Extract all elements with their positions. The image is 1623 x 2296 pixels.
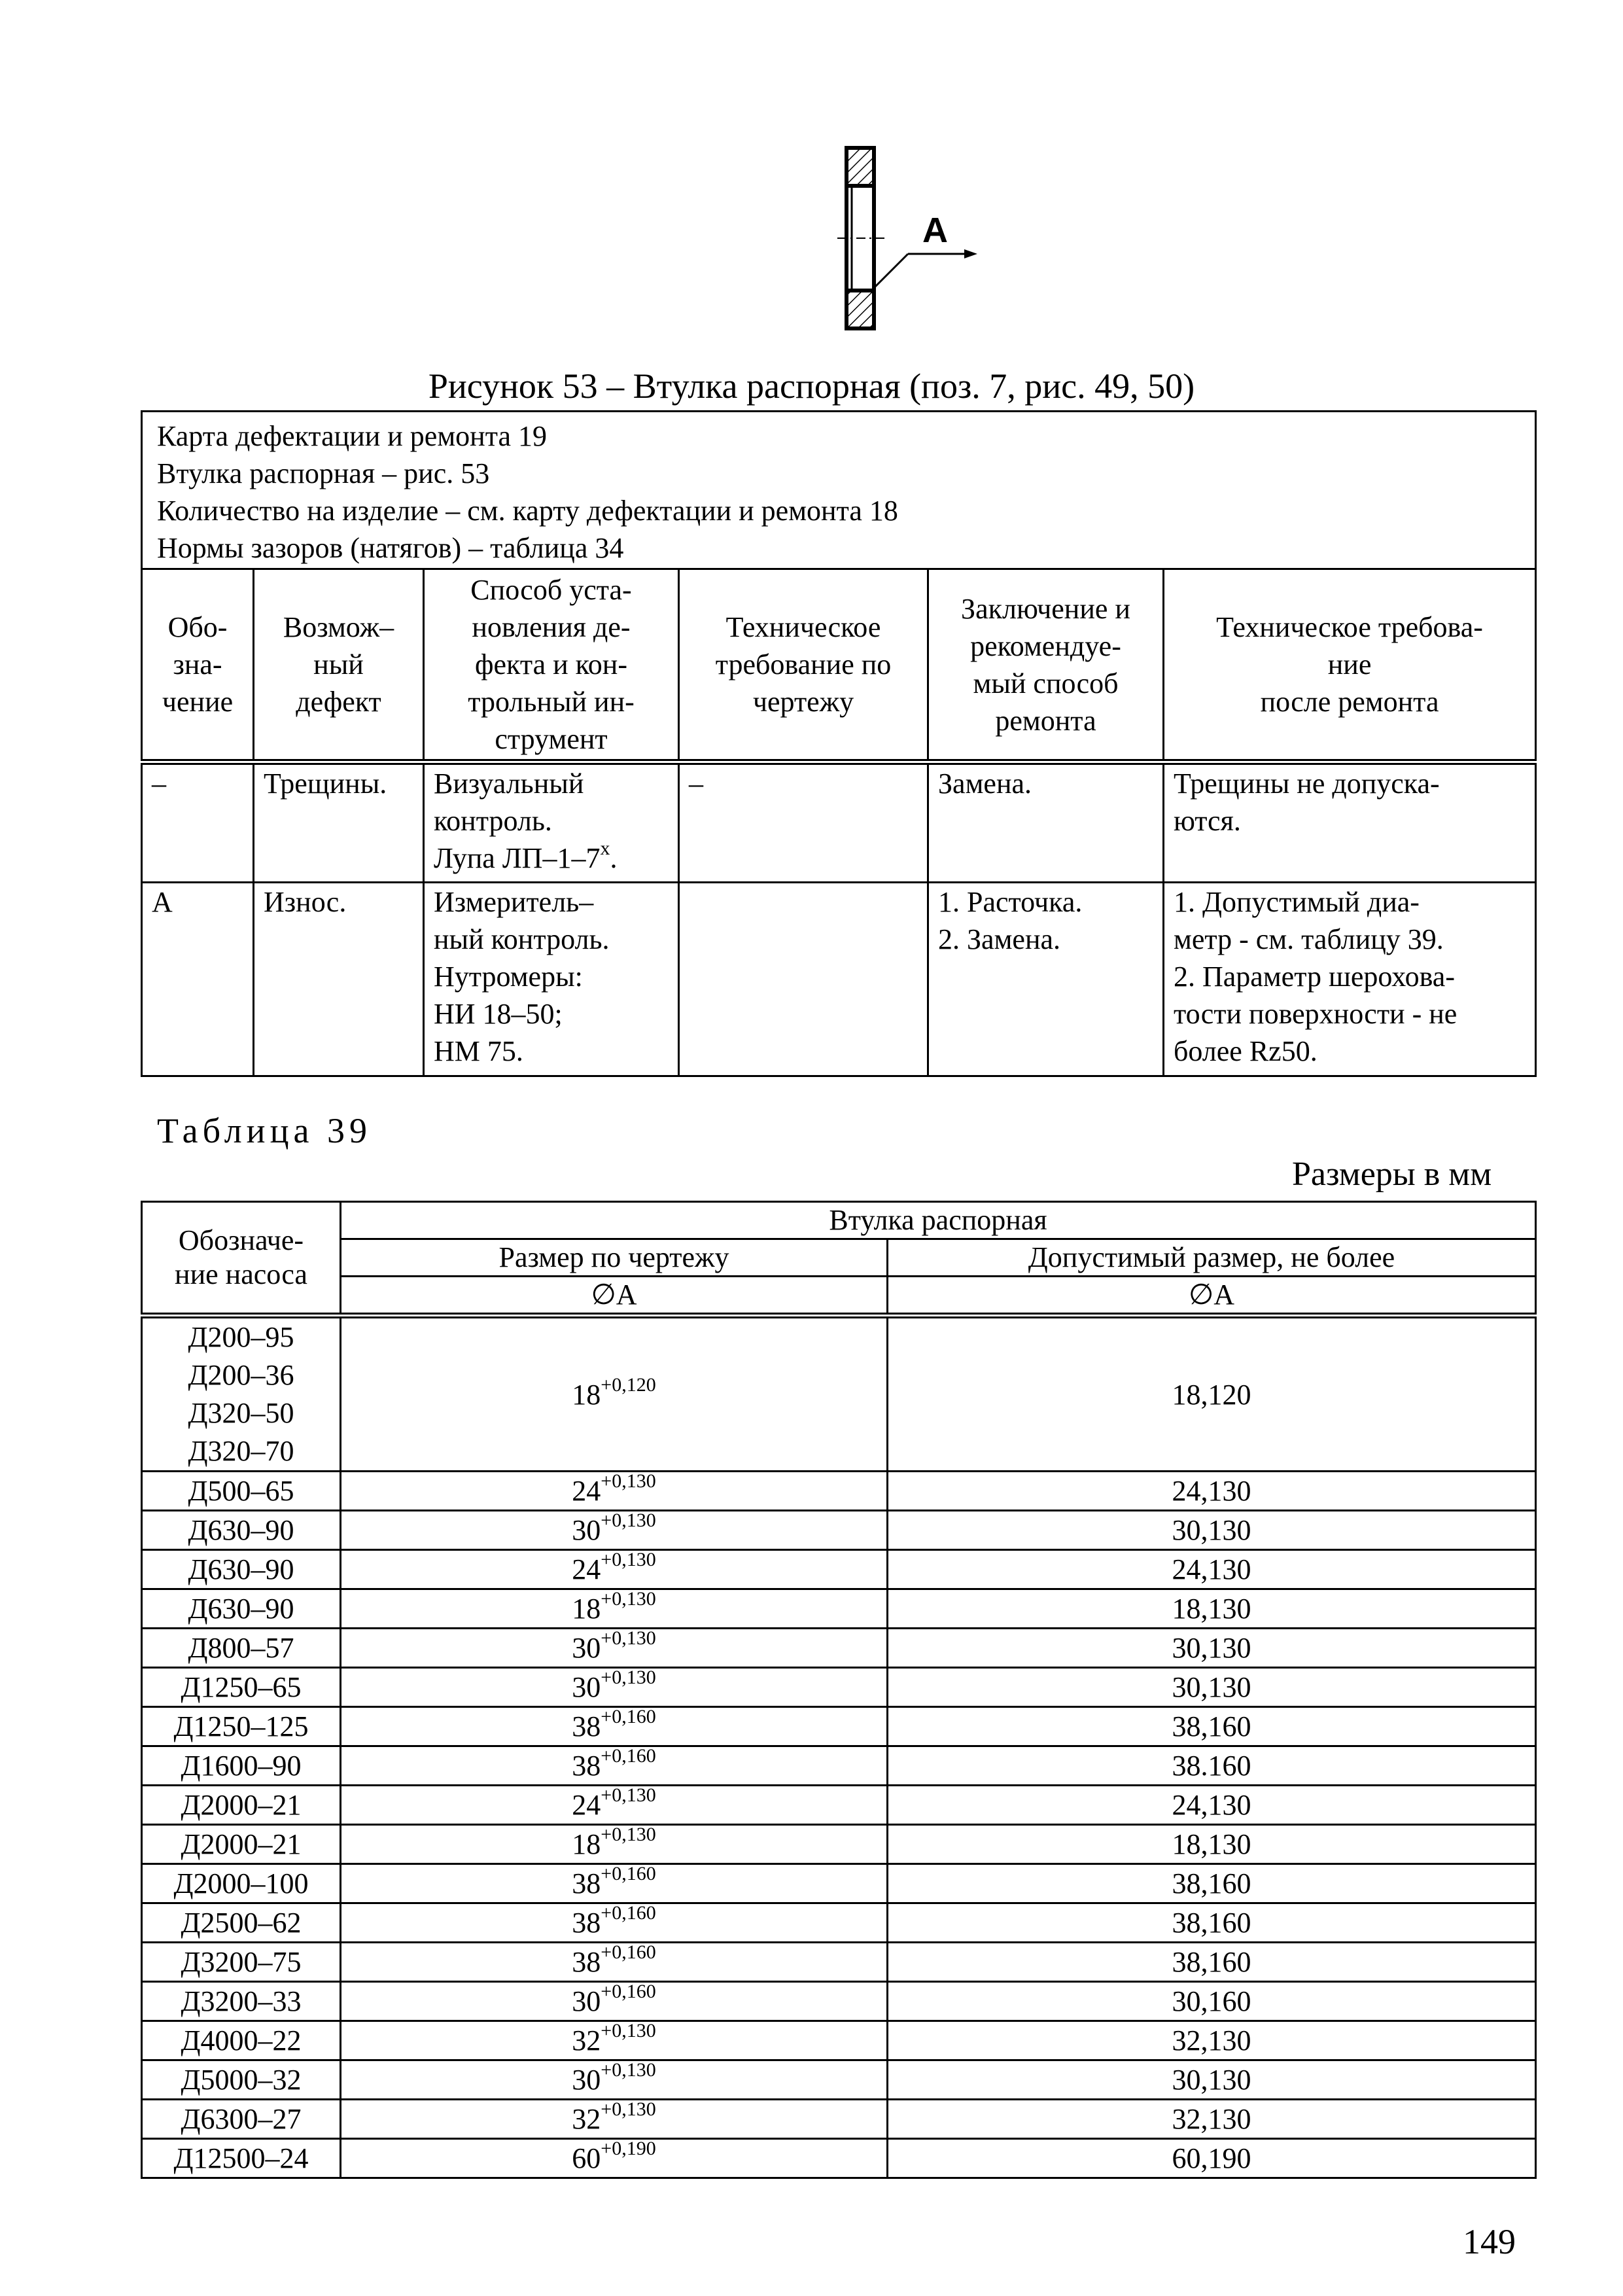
column-header-line: ние [1327, 648, 1372, 680]
column-header [1164, 569, 1536, 762]
cell-allowed: 32,130 [888, 2100, 1536, 2139]
cell-after-repair-line: метр - см. таблицу 39. [1174, 923, 1444, 955]
cell-pump [142, 1825, 341, 1864]
cell-pump-line: Д2500–62 [181, 1907, 302, 1939]
cell-conclusion [928, 883, 1164, 1076]
cell-pump-line: Д2000–100 [173, 1867, 309, 1899]
cell-allowed: 38.160 [888, 1746, 1536, 1786]
cell-pump [142, 2060, 341, 2100]
cell-designation: – [142, 762, 254, 883]
cell-pump-line: Д200–36 [188, 1359, 294, 1391]
column-header [679, 569, 928, 762]
cell-pump [142, 1511, 341, 1550]
cell-pump [142, 1943, 341, 1982]
cell-nominal [341, 1511, 888, 1550]
cell-nominal [341, 1982, 888, 2021]
table-row [142, 1511, 1536, 1550]
nominal-value: 60 [572, 2142, 601, 2174]
cell-pump [142, 1707, 341, 1746]
column-header-line: зна- [173, 648, 222, 680]
column-header-line: требование по [715, 648, 892, 680]
table-row [142, 1825, 1536, 1864]
cell-designation: А [142, 883, 254, 1076]
cell-pump-line: Д800–57 [188, 1632, 294, 1664]
cell-pump [142, 1589, 341, 1629]
cell-allowed: 38,160 [888, 1943, 1536, 1982]
cell-nominal [341, 1864, 888, 1903]
cell-nominal [341, 2060, 888, 2100]
cell-nominal [341, 1943, 888, 1982]
cell-nominal [341, 2100, 888, 2139]
table-row [142, 1550, 1536, 1589]
nominal-value: 38 [572, 1907, 601, 1939]
column-header [142, 569, 254, 762]
cell-pump [142, 1668, 341, 1707]
cell-nominal [341, 1589, 888, 1629]
card-column-headers [142, 569, 1536, 762]
card-info-line: Количество на изделие – см. карту дефектации и ремонта 18 [157, 495, 898, 527]
table-row [142, 1903, 1536, 1943]
table-row [142, 883, 1536, 1076]
cell-method-line: Лупа $ЛП-1-7^х$. [434, 838, 618, 874]
cell-pump [142, 1903, 341, 1943]
defect-card-table [141, 410, 1537, 1077]
cell-allowed: 18,130 [888, 1825, 1536, 1864]
tolerance: +0,130 [601, 1549, 656, 1571]
table-39-header-row [142, 1202, 1536, 1239]
cell-pump-line: Д200–95 [188, 1321, 294, 1353]
header-drawing-size: Размер по чертежу [341, 1239, 888, 1277]
cell-pump [142, 2021, 341, 2060]
tolerance: +0,130 [601, 1470, 656, 1492]
cell-pump-line: Д4000–22 [181, 2024, 302, 2057]
nominal-value: 30 [572, 1671, 601, 1703]
cell-pump [142, 1629, 341, 1668]
cell-conclusion-line: 1. Расточка. [938, 886, 1083, 918]
cell-pump-line: Д2000–21 [181, 1828, 302, 1860]
cell-allowed: 32,130 [888, 2021, 1536, 2060]
cell-allowed: 24,130 [888, 1472, 1536, 1511]
column-header-line: мый способ [973, 667, 1119, 699]
header-pump-line: ние насоса [175, 1258, 307, 1290]
nominal-value: 18 [572, 1593, 601, 1625]
cell-pump-line: Д630–90 [188, 1593, 294, 1625]
table-row [142, 762, 1536, 883]
nominal-value: 30 [572, 1514, 601, 1546]
nominal-value: 30 [572, 2064, 601, 2096]
table-row [142, 1629, 1536, 1668]
method-superscript: х [600, 838, 610, 860]
table-row [142, 2139, 1536, 2178]
cell-pump [142, 1316, 341, 1472]
nominal-value: 32 [572, 2103, 601, 2135]
column-header-line: после ремонта [1260, 686, 1439, 718]
nominal-value: 24 [572, 1553, 601, 1585]
cell-pump [142, 1472, 341, 1511]
table-row [142, 2100, 1536, 2139]
cell-pump-line: Д6300–27 [181, 2103, 302, 2135]
table-row [142, 1472, 1536, 1511]
cell-allowed: 30,160 [888, 1982, 1536, 2021]
cell-nominal [341, 1668, 888, 1707]
column-header-line: Техническое требова- [1216, 611, 1483, 643]
nominal-value: 38 [572, 1710, 601, 1742]
cell-pump-line: Д3200–33 [181, 1985, 302, 2017]
nominal-value: 30 [572, 1632, 601, 1664]
table-row [142, 1668, 1536, 1707]
cell-defect: Трещины. [254, 762, 424, 883]
tolerance: +0,130 [601, 1824, 656, 1846]
cell-pump [142, 2139, 341, 2178]
table-row [142, 2060, 1536, 2100]
cell-conclusion [928, 762, 1164, 883]
column-header [928, 569, 1164, 762]
nominal-value: 24 [572, 1475, 601, 1507]
column-header-line: струмент [495, 723, 608, 755]
cell-method-line: Измеритель– [434, 886, 594, 918]
cell-method-line: НИ 18–50; [434, 998, 563, 1030]
cell-allowed: 38,160 [888, 1864, 1536, 1903]
table-row [142, 2021, 1536, 2060]
nominal-value: 32 [572, 2024, 601, 2057]
cell-allowed: 38,160 [888, 1707, 1536, 1746]
cell-pump-line: Д630–90 [188, 1514, 294, 1546]
tolerance: +0,130 [601, 1784, 656, 1807]
table-39 [141, 1201, 1537, 2179]
card-info [142, 412, 1536, 569]
column-header-line: Заключение и [961, 592, 1130, 625]
tolerance: +0,160 [601, 1902, 656, 1924]
header-group: Втулка распорная [341, 1202, 1536, 1239]
cell-nominal [341, 1472, 888, 1511]
cell-pump-line: Д12500–24 [173, 2142, 309, 2174]
cell-conclusion-line: 2. Замена. [938, 923, 1061, 955]
cell-pump-line: Д630–90 [188, 1553, 294, 1585]
cell-pump-line: Д3200–75 [181, 1946, 302, 1978]
column-header-line: Обо- [167, 611, 228, 643]
table-row [142, 1589, 1536, 1629]
cell-after-repair-line: 1. Допустимый диа- [1174, 886, 1420, 918]
table-row [142, 1707, 1536, 1746]
cell-allowed: 24,130 [888, 1550, 1536, 1589]
header-allowed-size: Допустимый размер, не более [888, 1239, 1536, 1277]
page-number: 149 [1463, 2222, 1516, 2261]
cell-nominal [341, 1550, 888, 1589]
cell-defect: Износ. [254, 883, 424, 1076]
method-tail: . [610, 842, 618, 874]
cell-allowed: 18,130 [888, 1589, 1536, 1629]
cell-method-line: Нутромеры: [434, 961, 583, 993]
cell-nominal [341, 1746, 888, 1786]
table-row [142, 1746, 1536, 1786]
card-info-line: Нормы зазоров (натягов) – таблица 34 [157, 532, 624, 564]
cell-method-line: НМ 75. [434, 1035, 523, 1067]
column-header-line: ремонта [995, 704, 1096, 737]
cell-pump-line: Д1600–90 [181, 1750, 302, 1782]
table-row [142, 1982, 1536, 2021]
table-row [142, 1316, 1536, 1472]
figure-caption: Рисунок 53 – Втулка распорная (поз. 7, рис. 49, 50) [428, 366, 1195, 406]
cell-pump [142, 1982, 341, 2021]
cell-pump [142, 1550, 341, 1589]
cell-pump-line: Д1250–65 [181, 1671, 302, 1703]
cell-pump-line: Д1250–125 [173, 1710, 309, 1742]
table-row [142, 1864, 1536, 1903]
column-header [254, 569, 424, 762]
nominal-value: 38 [572, 1946, 601, 1978]
header-pump [142, 1202, 341, 1316]
cell-pump-line: Д320–50 [188, 1397, 294, 1429]
cell-drawing-requirement [679, 883, 928, 1076]
tolerance: +0,160 [601, 1863, 656, 1885]
nominal-value: 18 [572, 1378, 601, 1411]
cell-pump-line: Д320–70 [188, 1435, 294, 1467]
tolerance: +0,130 [601, 2098, 656, 2121]
tolerance: +0,160 [601, 1981, 656, 2003]
cell-after-repair-line: Трещины не допуска- [1174, 768, 1440, 800]
tolerance: +0,160 [601, 1706, 656, 1728]
cell-allowed: 30,130 [888, 2060, 1536, 2100]
table-39-units: Размеры в мм [1292, 1156, 1492, 1193]
cell-pump [142, 2100, 341, 2139]
nominal-value: 38 [572, 1867, 601, 1899]
cell-allowed: 30,130 [888, 1629, 1536, 1668]
cell-nominal [341, 2021, 888, 2060]
nominal-value: 30 [572, 1985, 601, 2017]
figure-label-a: А [922, 211, 948, 250]
tolerance: +0,130 [601, 2059, 656, 2081]
table-39-header-row [142, 1239, 1536, 1277]
cell-nominal [341, 1786, 888, 1825]
nominal-value: 18 [572, 1828, 601, 1860]
tolerance: +0,160 [601, 1941, 656, 1964]
sleeve-drawing [831, 144, 1001, 334]
table-39-header-row [142, 1277, 1536, 1316]
tolerance: +0,130 [601, 2020, 656, 2042]
nominal-value: 38 [572, 1750, 601, 1782]
cell-conclusion-line: Замена. [938, 768, 1032, 800]
cell-after-repair [1164, 883, 1536, 1076]
column-header-line: Техническое [725, 611, 881, 643]
cell-nominal [341, 2139, 888, 2178]
column-header-line: рекомендуе- [970, 629, 1121, 662]
cell-pump [142, 1786, 341, 1825]
column-header-line: Возмож– [283, 611, 394, 643]
tolerance: +0,130 [601, 1510, 656, 1532]
cell-nominal [341, 1825, 888, 1864]
table-row [142, 1786, 1536, 1825]
tolerance: +0,160 [601, 1745, 656, 1767]
header-diameter: ∅А [341, 1277, 888, 1316]
cell-method-line: Визуальный [434, 768, 584, 800]
cell-after-repair-line: ются. [1174, 805, 1241, 837]
cell-nominal [341, 1707, 888, 1746]
cell-after-repair-line: более Rz50. [1174, 1035, 1318, 1067]
cell-allowed: 30,130 [888, 1668, 1536, 1707]
nominal-value: 24 [572, 1789, 601, 1821]
cell-allowed: 60,190 [888, 2139, 1536, 2178]
tolerance: +0,120 [601, 1373, 656, 1396]
cell-after-repair-line: 2. Параметр шерохова- [1174, 961, 1455, 993]
cell-allowed: 24,130 [888, 1786, 1536, 1825]
cell-pump [142, 1746, 341, 1786]
column-header-line: новления де- [472, 611, 631, 643]
column-header-line: чение [162, 686, 234, 718]
tolerance: +0,130 [601, 1627, 656, 1650]
cell-nominal [341, 1316, 888, 1472]
cell-pump-line: Д2000–21 [181, 1789, 302, 1821]
column-header-line: трольный ин- [468, 686, 635, 718]
cell-method-line: контроль. [434, 805, 552, 837]
cell-allowed: 18,120 [888, 1316, 1536, 1472]
column-header-line: фекта и кон- [474, 648, 628, 680]
cell-after-repair [1164, 762, 1536, 883]
header-diameter: ∅А [888, 1277, 1536, 1316]
cell-nominal [341, 1629, 888, 1668]
column-header-line: чертежу [752, 686, 854, 718]
header-pump-line: Обозначе- [178, 1224, 304, 1256]
cell-pump [142, 1864, 341, 1903]
column-header [424, 569, 679, 762]
cell-pump-line: Д5000–32 [181, 2064, 302, 2096]
card-info-line: Карта дефектации и ремонта 19 [157, 420, 547, 452]
column-header-line: Способ уста- [470, 574, 632, 606]
tolerance: +0,190 [601, 2138, 656, 2160]
cell-allowed: 30,130 [888, 1511, 1536, 1550]
table-39-title: Таблица 39 [157, 1111, 372, 1150]
cell-allowed: 38,160 [888, 1903, 1536, 1943]
cell-drawing-requirement: – [679, 762, 928, 883]
card-info-line: Втулка распорная – рис. 53 [157, 457, 490, 489]
column-header-line: ный [313, 648, 364, 680]
tolerance: +0,130 [601, 1588, 656, 1610]
column-header-line: дефект [296, 686, 381, 718]
tolerance: +0,130 [601, 1667, 656, 1689]
cell-method [424, 883, 679, 1076]
cell-method-line: ный контроль. [434, 923, 610, 955]
cell-after-repair-line: тости поверхности - не [1174, 998, 1457, 1030]
table-row [142, 1943, 1536, 1982]
cell-nominal [341, 1903, 888, 1943]
cell-method [424, 762, 679, 883]
cell-pump-line: Д500–65 [188, 1475, 294, 1507]
